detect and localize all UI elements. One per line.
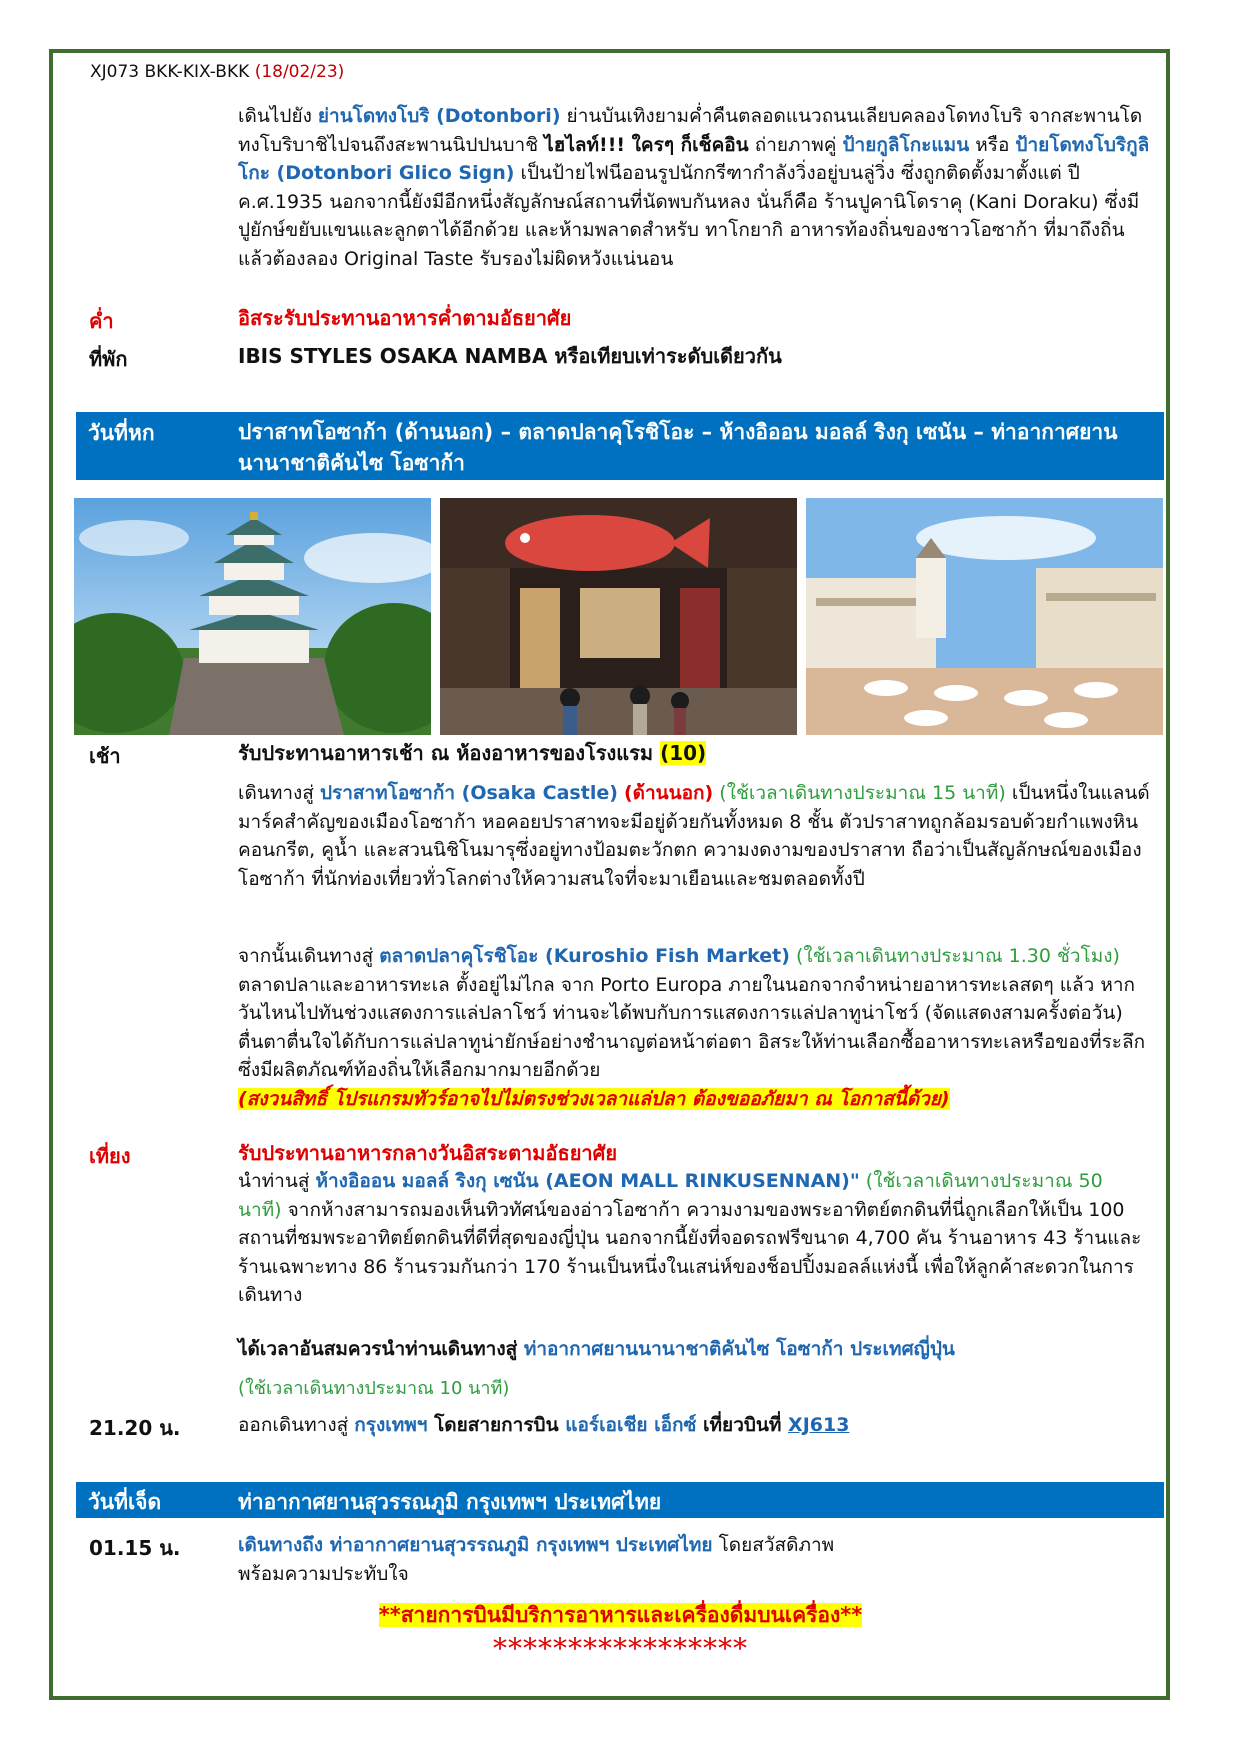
highlight-text: ไฮไลท์!!! ใครๆ ก็เช็คอิน — [544, 133, 749, 156]
breakfast-line — [238, 739, 1150, 768]
place-name: ท่าอากาศยานนานาชาติคันไซ โอซาก้า ประเทศญี่ปุ่น — [523, 1338, 955, 1360]
day6-header-bar — [76, 412, 1164, 480]
aeon-paragraph — [238, 1167, 1150, 1310]
text: ออกเดินทางสู่ — [238, 1414, 355, 1436]
text: โดยสายการบิน — [427, 1414, 566, 1436]
hotel-label: ที่พัก — [89, 347, 128, 371]
tour-date: (18/02/23) — [254, 62, 345, 82]
travel-time: (ใช้เวลาเดินทางประมาณ 50 นาที) — [238, 1170, 1103, 1221]
text: หรือ — [969, 133, 1016, 156]
lunch-label: เที่ยง — [89, 1144, 131, 1168]
arrival-time: 01.15 น. — [89, 1536, 181, 1560]
text: ถ่ายภาพคู่ — [748, 133, 843, 156]
airport-travel-time: (ใช้เวลาเดินทางประมาณ 10 นาที) — [238, 1378, 510, 1399]
place-name: ห้างอิออน มอลล์ ริงกุ เซนัน (AEON MALL RINKUSENNAN)" — [315, 1170, 860, 1192]
text: นำท่านสู่ — [238, 1170, 316, 1192]
text: จากห้างสามารถมองเห็นทิวทัศน์ของอ่าวโอซาก้า ความงามของพระอาทิตย์ตกดินที่นี่ถูกเลือกให้เป็น 100 สถานที่ชมพระอาทิตย์ตกดินที่ดีที่สุดของญี่ปุ่น นอกจากนี้ยังที่จอดรถฟรีขนาด 4,700 คัน ร้านอาหาร 43 ร้านและร้านเฉพาะทาง 86 ร้านรวมกันกว่า 170 ร้านเป็นหนึ่งในเสน่ห์ของช็อปปิ้งมอลล์แห่งนี้ เพื่อให้ลูกค้าสะดวกในการเดินทาง — [238, 1198, 1142, 1306]
hotel-text: IBIS STYLES OSAKA NAMBA หรือเทียบเท่าระดับเดียวกัน — [238, 344, 782, 368]
meal-count-badge: (10) — [660, 741, 707, 765]
day7-title: ท่าอากาศยานสุวรรณภูมิ กรุงเทพฯ ประเทศไทย — [238, 1490, 662, 1514]
day6-label: วันที่หก — [88, 421, 155, 445]
text: เดินไปยัง — [238, 105, 318, 127]
text: จากนั้นเดินทางสู่ — [238, 945, 380, 967]
place-name: ป้ายโดทงโบริกูลิโกะ (Dotonbori Glico Sign) — [238, 133, 1150, 184]
place-name: ตลาดปลาคุโรชิโอะ (Kuroshio Fish Market) — [379, 945, 790, 967]
place-name: เดินทางถึง ท่าอากาศยานสุวรรณภูมิ กรุงเทพฯ ประเทศไทย — [238, 1534, 713, 1556]
tour-code-header — [90, 62, 344, 82]
breakfast-label: เช้า — [89, 744, 121, 768]
text: ย่านบันเทิงยามค่ำคืนตลอดแนวถนนเลียบคลองโดทงโบริ จากสะพานโดทงโบริบาชิไปจนถึงสะพานนิปปนบาชิ — [238, 105, 1143, 156]
day6-title: ปราสาทโอซาก้า (ด้านนอก) – ตลาดปลาคุโรชิโอะ – ห้างอิออน มอลล์ ริงกุ เซนัน – ท่าอากาศยานนานาชาติคันไซ โอซาก้า — [238, 420, 1118, 475]
text: โดยสวัสดิภาพ — [712, 1534, 835, 1556]
lunch-text: รับประทานอาหารกลางวันอิสระตามอัธยาศัย — [238, 1141, 618, 1165]
travel-time: (ใช้เวลาเดินทางประมาณ 15 นาที) — [719, 782, 1006, 804]
meal-service-note: **สายการบินมีบริการอาหารและเครื่องดื่มบนเครื่อง** — [378, 1603, 863, 1627]
text: เป็นป้ายไฟนีออนรูปนักกรีฑากำลังวิ่งอยู่บนลู่วิ่ง ซึ่งถูกติดตั้งมาตั้งแต่ ปี ค.ศ.1935 นอกจากนี้ยังมีอีกหนึ่งสัญลักษณ์สถานที่นัดพบกันหลง นั่นก็คือ ร้านปูคานิโดราคุ (Kani Doraku) ซึ่งมีปูยักษ์ขยับแขนและลูกตาได้อีกด้วย และห้ามพลาดสำหรับ ทาโกยากิ อาหารท้องถิ่นของชาวโอซาก้า ที่มาถึงถิ่นแล้วต้องลอง Original Taste รับรองไม่ผิดหวังแน่นอน — [238, 162, 1140, 270]
flight-number: XJ613 — [788, 1414, 850, 1436]
day7-header-bar — [76, 1482, 1164, 1518]
fish-market-paragraph — [238, 942, 1150, 1113]
airline: แอร์เอเชีย เอ็กซ์ — [565, 1414, 697, 1436]
place-name: ย่านโดทงโบริ (Dotonbori) — [317, 105, 561, 127]
travel-time: (ใช้เวลาเดินทางประมาณ 1.30 ชั่วโมง) — [795, 945, 1120, 967]
flight-line — [238, 1411, 1150, 1440]
arrival-line — [238, 1531, 1150, 1588]
airport-line — [238, 1335, 1150, 1364]
place-name: ป้ายกูลิโกะแมน — [842, 133, 970, 156]
text: เดินทางสู่ — [238, 782, 320, 804]
city: กรุงเทพฯ — [354, 1414, 428, 1436]
dinner-text: อิสระรับประทานอาหารค่ำตามอัธยาศัย — [238, 306, 572, 330]
day7-label: วันที่เจ็ด — [88, 1490, 162, 1514]
breakfast-text: รับประทานอาหารเช้า ณ ห้องอาหารของโรงแรม — [238, 741, 661, 765]
place-name: ปราสาทโอซาก้า (Osaka Castle) — [319, 782, 618, 804]
outside-note: (ด้านนอก) — [623, 782, 714, 804]
departure-time: 21.20 น. — [89, 1416, 181, 1440]
castle-paragraph — [238, 779, 1150, 893]
text: ได้เวลาอันสมควรนำท่านเดินทางสู่ — [238, 1338, 524, 1360]
dinner-label: ค่ำ — [89, 309, 114, 333]
dotonbori-paragraph — [238, 102, 1150, 273]
text: เที่ยวบินที่ — [696, 1414, 789, 1436]
stars-divider: ***************** — [493, 1632, 748, 1665]
meal-service-note-row — [0, 1599, 1241, 1632]
outlet-mall-photo — [806, 498, 1163, 735]
text: พร้อมความประทับใจ — [238, 1562, 409, 1585]
fish-market-photo — [440, 498, 797, 735]
osaka-castle-photo — [74, 498, 431, 735]
text: เป็นหนึ่งในแลนด์มาร์คสำคัญของเมืองโอซาก้า หอคอยปราสาทจะมีอยู่ด้วยกันทั้งหมด 8 ชั้น ตัวปราสาทถูกล้อมรอบด้วยกำแพงหินคอนกรีต, คูน้ำ และสวนนิชิโนมารุซึ่งอยู่ทางป้อมตะวักตก ความงดงามของปราสาท ถือว่าเป็นสัญลักษณ์ของเมืองโอซาก้า ที่นักท่องเที่ยวทั่วโลกต่างให้ความสนใจที่จะมาเยือนและชมตลอดทั้งปี — [238, 782, 1150, 890]
text: ตลาดปลาและอาหารทะเล ตั้งอยู่ไม่ไกล จาก Porto Europa ภายในนอกจากจำหน่ายอาหารทะเลสดๆ แล้ว หากวันไหนไปทันช่วงแสดงการแล่ปลาโชว์ ท่านจะได้พบกับการแสดงการแล่ปลาทูน่าโชว์ (จัดแสดงสามครั้งต่อวัน) ตื่นตาตื่นใจได้กับการแล่ปลาทูน่ายักษ์อย่างชำนาญต่อหน้าต่อตา อิสระให้ท่านเลือกซื้ออาหารทะเลหรือของที่ระลึกซึ่งมีผลิตภัณฑ์ท้องถิ่นให้เลือกมากมายอีกด้วย — [238, 973, 1146, 1081]
tour-code: XJ073 BKK-KIX-BKK — [90, 62, 250, 82]
disclaimer-note: (สงวนสิทธิ์ โปรแกรมทัวร์อาจไปไม่ตรงช่วงเวลาแล่ปลา ต้องขออภัยมา ณ โอกาสนี้ด้วย) — [238, 1087, 950, 1110]
